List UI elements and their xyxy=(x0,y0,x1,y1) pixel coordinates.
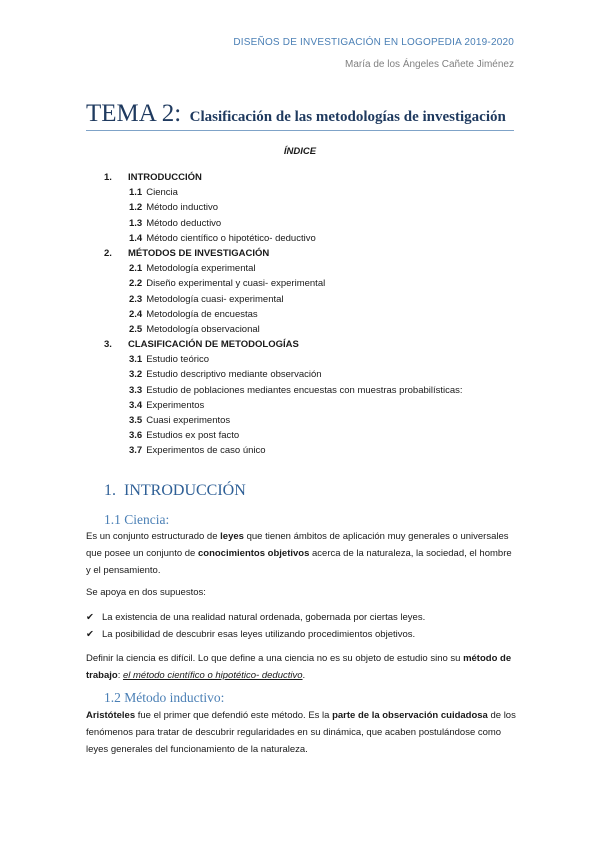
text-bold: leyes xyxy=(220,531,244,542)
text-run: acerca de la naturaleza, la sociedad, el hombre y el pensamiento. xyxy=(86,548,512,576)
paragraph-metodo-trabajo xyxy=(86,650,516,684)
text-run: de los fenómenos para tratar de descubrir regularidades en su dinámica, que acaben postulándose como leyes generales del funcionamiento de la naturaleza. xyxy=(86,710,516,755)
toc-section xyxy=(104,246,463,261)
list-item xyxy=(86,609,425,626)
toc-item xyxy=(104,200,463,215)
toc-item-label: Estudio de poblaciones mediantes encuestas con muestras probabilísticas: xyxy=(146,384,463,396)
paragraph-ciencia-definition xyxy=(86,528,516,579)
text-run: Es un conjunto estructurado de xyxy=(86,531,221,542)
text-run: . xyxy=(302,670,306,681)
paragraph-metodo-inductivo xyxy=(86,707,516,758)
checkmark-icon: ✔ xyxy=(86,629,94,640)
toc-section xyxy=(104,170,463,185)
indice-heading: ÍNDICE xyxy=(283,146,317,157)
list-item-text: La posibilidad de descubrir esas leyes utilizando procedimientos objetivos. xyxy=(102,629,416,640)
toc-section-label: MÉTODOS DE INVESTIGACIÓN xyxy=(128,247,270,259)
text-run: : xyxy=(117,670,123,681)
toc-item xyxy=(104,261,463,276)
header-course: DISEÑOS DE INVESTIGACIÓN EN LOGOPEDIA 2019-2020 xyxy=(233,37,514,48)
title-sub: Clasificación de las metodologías de investigación xyxy=(189,109,506,125)
text-run: Definir la ciencia es difícil. Lo que define a una ciencia no es su objeto de estudio sino su xyxy=(86,653,464,664)
checkmark-icon: ✔ xyxy=(86,612,94,623)
toc-item xyxy=(104,292,463,307)
toc-item-num: 3.3 xyxy=(129,384,143,396)
toc-item-label: Metodología de encuestas xyxy=(146,308,258,320)
toc-item-num: 1.1 xyxy=(129,187,143,199)
toc-item-label: Experimentos de caso único xyxy=(146,445,266,457)
list-item-text: La existencia de una realidad natural ordenada, gobernada por ciertas leyes. xyxy=(102,612,426,623)
toc-item xyxy=(104,185,463,200)
toc-item-label: Método inductivo xyxy=(146,202,219,214)
toc-item-num: 3.1 xyxy=(129,354,143,366)
toc-item-label: Ciencia xyxy=(146,187,178,199)
paragraph-supuestos: Se apoya en dos supuestos: xyxy=(86,587,206,598)
toc-item xyxy=(104,428,463,443)
section-title: INTRODUCCIÓN xyxy=(124,482,246,499)
list-item xyxy=(86,626,425,643)
toc-item-label: Metodología cuasi- experimental xyxy=(146,293,284,305)
section-heading-introduccion xyxy=(104,482,246,500)
section-num: 1. xyxy=(104,482,116,499)
page-title xyxy=(86,100,514,131)
toc-item-label: Metodología observacional xyxy=(146,323,260,335)
toc-item xyxy=(104,352,463,367)
toc-section-label: INTRODUCCIÓN xyxy=(128,172,202,183)
text-bold: conocimientos objetivos xyxy=(197,548,310,559)
toc-item xyxy=(104,443,463,458)
text-bold: método de trabajo xyxy=(86,653,512,681)
text-bold: Aristóteles xyxy=(86,710,136,721)
toc-section-num: 3. xyxy=(104,339,112,351)
subsection-heading-metodo-inductivo: 1.2 Método inductivo: xyxy=(104,690,225,705)
toc-item-num: 3.5 xyxy=(129,415,143,426)
toc-section-label: CLASIFICACIÓN DE METODOLOGÍAS xyxy=(128,339,299,351)
toc-item xyxy=(104,383,463,398)
bullet-list xyxy=(86,609,425,643)
toc-item-num: 3.2 xyxy=(129,369,143,381)
toc-item-num: 2.4 xyxy=(129,308,143,320)
toc-item-num: 1.4 xyxy=(129,232,143,244)
toc-item-label: Estudio descriptivo mediante observación xyxy=(146,369,322,381)
toc-item-label: Metodología experimental xyxy=(146,263,256,275)
toc-item-num: 3.4 xyxy=(129,399,143,411)
toc-item-label: Método científico o hipotético- deductivo xyxy=(146,232,316,244)
toc-item xyxy=(104,398,463,413)
toc-item xyxy=(104,216,463,231)
text-run: fue el primer que defendió este método. Es la xyxy=(135,710,333,721)
text-underlined: el método científico o hipotético- deductivo xyxy=(122,670,303,681)
toc-section-num: 2. xyxy=(104,247,112,259)
toc-item xyxy=(104,322,463,337)
toc-item-num: 2.3 xyxy=(129,293,143,305)
toc-item-num: 1.3 xyxy=(129,217,143,229)
toc-item xyxy=(104,367,463,382)
toc-item-label: Experimentos xyxy=(146,399,205,411)
toc-item-label: Cuasi experimentos xyxy=(146,415,231,426)
toc-item-label: Estudios ex post facto xyxy=(146,430,240,442)
subsection-heading-ciencia: 1.1 Ciencia: xyxy=(104,512,170,527)
toc-item-num: 2.2 xyxy=(129,278,143,290)
toc-item xyxy=(104,413,463,428)
text-bold: parte de la observación cuidadosa xyxy=(332,710,488,721)
toc-item-label: Estudio teórico xyxy=(146,354,210,366)
toc-section xyxy=(104,337,463,352)
toc-section-num: 1. xyxy=(104,172,112,183)
toc-item-num: 1.2 xyxy=(129,202,143,214)
toc-item-label: Método deductivo xyxy=(146,217,222,229)
header-author: María de los Ángeles Cañete Jiménez xyxy=(345,59,514,70)
text-run: que tienen ámbitos de aplicación muy generales o universales que posee un conjunto de xyxy=(86,531,509,559)
toc-item-num: 3.6 xyxy=(129,430,143,442)
toc-item-num: 2.1 xyxy=(129,263,143,275)
toc-item-num: 3.7 xyxy=(129,445,143,457)
title-main: TEMA 2: xyxy=(86,100,182,127)
toc-item xyxy=(104,307,463,322)
table-of-contents xyxy=(104,170,463,459)
toc-item xyxy=(104,231,463,246)
toc-item-label: Diseño experimental y cuasi- experimental xyxy=(146,278,326,290)
toc-item-num: 2.5 xyxy=(129,323,143,335)
toc-item xyxy=(104,276,463,291)
